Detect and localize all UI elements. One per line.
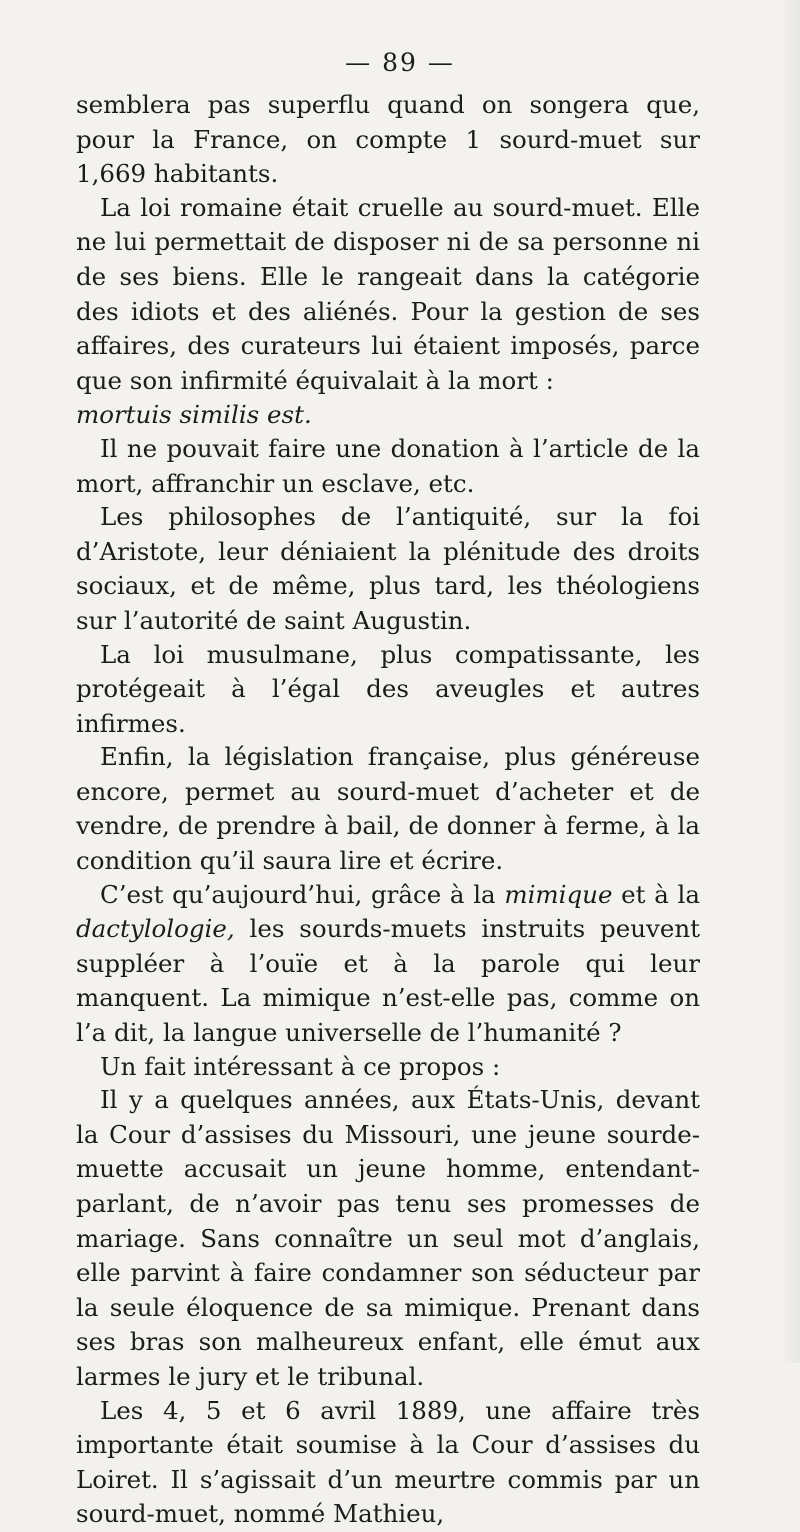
- latin-phrase: mortuis similis est.: [76, 400, 312, 430]
- paragraph-continuation: semblera pas superflu quand on songera que, pour la France, on compte 1 sourd-muet sur 1,669 habitants.: [76, 90, 700, 189]
- paragraph-text: les sourds-muets instruits peuvent suppléer à l’ouïe et à la parole qui leur manquent. La mimique n’est-elle pas, comme on l’a dit, la langue universelle de l’humanité ?: [76, 914, 700, 1048]
- paragraph: Un fait intéressant à ce propos :: [100, 1051, 501, 1081]
- paragraph: Enfin, la législation française, plus généreuse encore, permet au sourd-muet d’acheter et de vendre, de prendre à bail, de donner à ferme, à la condition qu’il saura lire et écrire.: [76, 742, 700, 876]
- page-number: — 89 —: [345, 48, 455, 77]
- page-edge-shadow: [780, 0, 800, 1363]
- paragraph: Il y a quelques années, aux États-Unis, devant la Cour d’assises du Missouri, une jeune sourde-muette accusait un jeune homme, entendant-parlant, de n’avoir pas tenu ses promesses de mariage. Sans connaître un seul mot d’anglais, elle parvint à faire condamner son séducteur par la seule éloquence de sa mimique. Prenant dans ses bras son malheureux enfant, elle émut aux larmes le jury et le tribunal.: [76, 1085, 700, 1391]
- paragraph: Les philosophes de l’antiquité, sur la foi d’Aristote, leur déniaient la plénitude des droits sociaux, et de même, plus tard, les théologiens sur l’autorité de saint Augustin.: [76, 502, 700, 635]
- paragraph-text: La loi romaine était cruelle au sourd-muet. Elle ne lui permettait de disposer ni de sa personne ni de ses biens. Elle le rangeait dans la catégorie des idiots et des aliénés. Pour la gestion de ses affaires, des curateurs lui étaient imposés, parce que son infirmité équivalait à la mort :: [76, 192, 700, 395]
- italic-term: dactylologie,: [76, 914, 235, 944]
- paragraph: Les 4, 5 et 6 avril 1889, une affaire très importante était soumise à la Cour d’assises du Loiret. Il s’agissait d’un meurtre commis par un sourd-muet, nommé Mathieu,: [76, 1395, 700, 1529]
- paragraph: La loi musulmane, plus compatissante, les protégeait à l’égal des aveugles et autres infirmes.: [76, 639, 700, 738]
- paragraph: [76, 191, 700, 433]
- paragraph-text: C’est qu’aujourd’hui, grâce à la: [100, 879, 496, 909]
- paragraph: Il ne pouvait faire une donation à l’article de la mort, affranchir un esclave, etc.: [76, 433, 700, 498]
- paragraph: [76, 878, 700, 1051]
- body-text: [76, 88, 700, 1531]
- paragraph-text: et à la: [621, 879, 700, 909]
- italic-term: mimique: [504, 879, 613, 909]
